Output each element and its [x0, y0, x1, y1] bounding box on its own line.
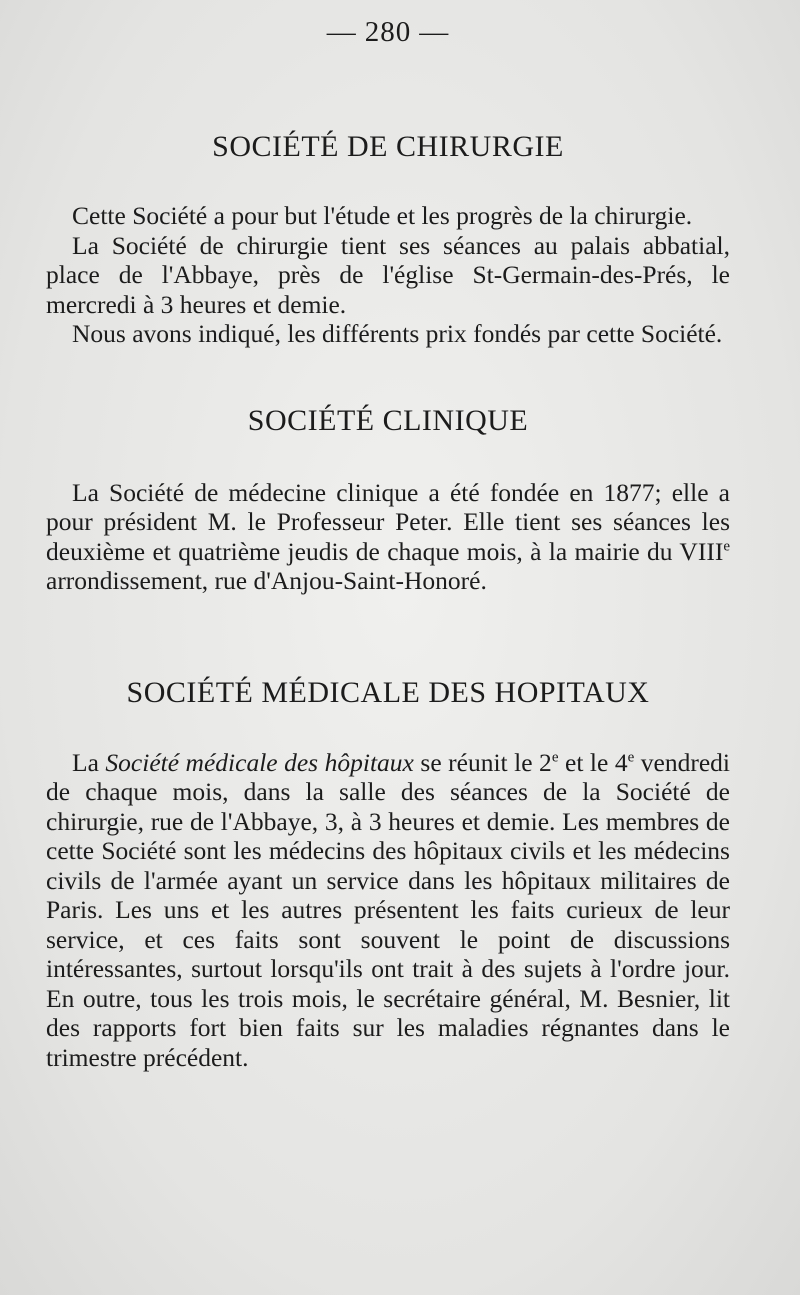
page-number — [46, 0, 730, 49]
section-body-chirurgie — [46, 201, 730, 349]
paragraph-hopitaux-mid-1: se réunit le 2 — [413, 747, 552, 777]
ordinal-superscript-1: e — [551, 749, 559, 765]
ordinal-superscript-2: e — [627, 749, 635, 765]
paragraph-chirurgie-2: La Société de chirurgie tient ses séances au palais abbatial, place de l'Abbaye, près de l'église St-Germain-des-Prés, le mercredi à 3 heures et demie. — [46, 230, 730, 319]
paragraph-chirurgie-1: Cette Société a pour but l'étude et les progrès de la chirurgie. — [72, 201, 693, 230]
section-title-chirurgie: SOCIÉTÉ DE CHIRURGIE — [212, 130, 564, 163]
paragraph-clinique-text-a: La Société de médecine clinique a été fondée en 1877; elle a pour président M. le Professeur Peter. Elle tient ses séances les deuxième et quatrième jeudis de chaque mois, à la mairie du VIII — [46, 477, 730, 566]
paragraph-clinique-text-b: arrondissement, rue d'Anjou-Saint-Honoré. — [46, 566, 487, 595]
society-name-italic: Société médicale des hôpitaux — [105, 747, 414, 777]
paragraph-chirurgie-3: Nous avons indiqué, les différents prix fondés par cette Société. — [72, 319, 723, 348]
section-title-clinique: SOCIÉTÉ CLINIQUE — [247, 403, 529, 437]
section-societe-medicale-des-hopitaux — [46, 676, 730, 1073]
paragraph-clinique-1 — [46, 478, 730, 596]
page-number-value: 280 — [364, 16, 412, 48]
section-body-clinique — [46, 478, 730, 596]
section-title-hopitaux: SOCIÉTÉ MÉDICALE DES HOPITAUX — [126, 675, 650, 709]
section-societe-clinique — [46, 404, 730, 596]
paragraph-hopitaux-rest: vendredi de chaque mois, dans la salle des séances de la Société de chirurgie, rue de l'Abbaye, 3, à 3 heures et demie. Les membres de cette Société sont les médecins des hôpitaux civils et les médecins civils de l'armée ayant un service dans les hôpitaux militaires de Paris. Les uns et les autres présentent les faits curieux de leur service, et ces faits sont souvent le point de discussions intéressantes, surtout lorsqu'ils ont trait à des sujets à l'ordre jour. En outre, tous les trois mois, le secrétaire général, M. Besnier, lit des rapports fort bien faits sur les maladies régnantes dans le trimestre précédent. — [46, 747, 730, 1072]
section-societe-de-chirurgie — [46, 130, 730, 349]
paragraph-hopitaux-mid-2: et le 4 — [558, 747, 628, 777]
ordinal-superscript: e — [723, 538, 730, 554]
paragraph-hopitaux-lead: La — [72, 747, 106, 777]
page-number-dash-right: — — [419, 16, 450, 48]
paragraph-hopitaux-1 — [46, 748, 730, 1073]
page-number-dash-left: — — [326, 16, 357, 48]
section-body-hopitaux — [46, 748, 730, 1073]
